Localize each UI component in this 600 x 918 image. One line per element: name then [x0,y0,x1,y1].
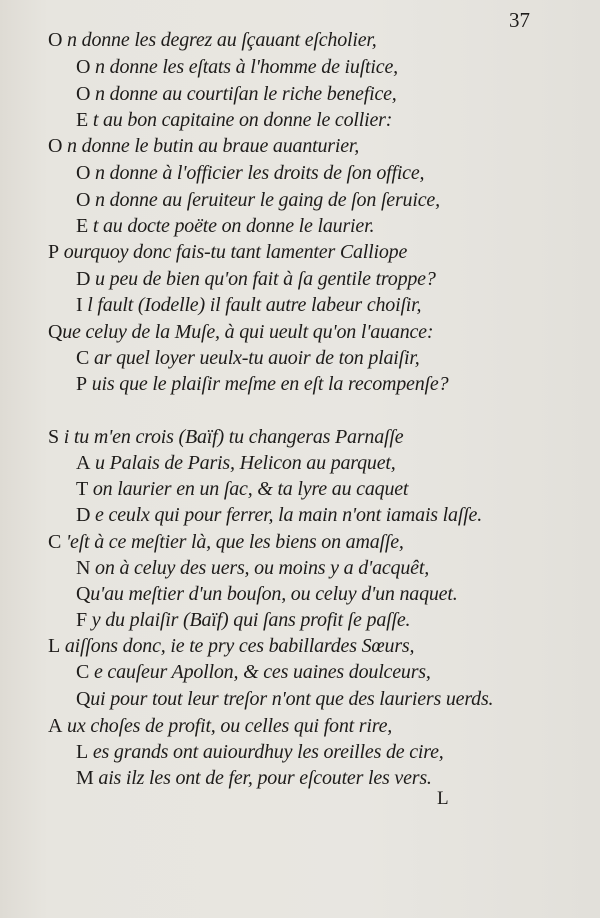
verse-text: uis que le plaiſir meſme en eſt la recompenſe? [86,373,449,395]
verse-text: aiſſons donc, ie te pry ces babillardes Sœurs, [60,635,415,657]
verse-initial: S [48,426,59,448]
verse-line [76,55,398,79]
verse-initial: O [48,135,63,157]
verse-line [76,740,444,764]
verse-line [76,503,482,527]
verse-text: n donne au courtiſan le riche benefice, [90,83,397,105]
verse-initial: A [48,715,63,737]
verse-text: u peu de bien qu'on fait à ſa gentile troppe? [90,268,436,290]
verse-line [48,134,359,158]
verse-line [76,293,421,317]
verse-initial: D [76,504,91,526]
verse-initial: M [76,767,94,789]
verse-line [76,188,440,212]
verse-line [76,766,432,790]
verse-text: es grands ont auiourdhuy les oreilles de cire, [88,741,444,763]
verse-text: u'au meſtier d'un bouſon, ou celuy d'un naquet. [90,583,458,605]
verse-text: 'eſt à ce meſtier là, que les biens on amaſſe, [61,531,404,553]
verse-line [76,372,448,396]
verse-line [48,320,433,344]
verse-text: u Palais de Paris, Helicon au parquet, [90,452,396,474]
verse-initial: F [76,609,87,631]
verse-initial: D [76,268,91,290]
verse-text: t au docte poëte on donne le laurier. [88,215,375,237]
verse-text: n donne les eſtats à l'homme de iuſtice, [90,56,398,78]
verse-text: e ceulx qui pour ferrer, la main n'ont iamais laſſe. [90,504,483,526]
verse-initial: Q [48,321,63,343]
verse-initial: P [48,241,59,263]
verse-initial: E [76,109,89,131]
page-number: 37 [509,8,530,32]
verse-text: l fault (Iodelle) il fault autre labeur choiſir, [82,294,422,316]
verse-initial: L [48,635,61,657]
verse-text: ux choſes de profit, ou celles qui font rire, [62,715,393,737]
verse-line [48,530,404,554]
verse-text: i tu m'en crois (Baïf) tu changeras Parnaſſe [58,426,404,448]
verse-initial: Q [76,583,91,605]
verse-line [76,660,431,684]
verse-text: y du plaiſir (Baïf) qui ſans profit ſe paſſe. [86,609,411,631]
verse-text: on laurier en un ſac, & ta lyre au caquet [88,478,409,500]
verse-line [76,556,429,580]
verse-initial: O [76,189,91,211]
verse-initial: I [76,294,83,316]
verse-line [48,425,403,449]
verse-line [76,687,493,711]
verse-line [76,267,436,291]
verse-text: n donne les degrez au ſçauant eſcholier, [62,29,377,51]
verse-initial: C [76,661,90,683]
verse-text: ourquoy donc fais-tu tant lamenter Calliope [58,241,408,263]
verse-text: t au bon capitaine on donne le collier: [88,109,393,131]
verse-text: n donne à l'officier les droits de ſon office, [90,162,425,184]
verse-initial: A [76,452,91,474]
verse-line [76,161,424,185]
verse-initial: T [76,478,89,500]
verse-initial: O [76,56,91,78]
verse-initial: P [76,373,87,395]
verse-text: n donne au ſeruiteur le gaing de ſon ſeruice, [90,189,440,211]
verse-text: ais ilz les ont de fer, pour eſcouter les vers. [93,767,432,789]
verse-initial: N [76,557,91,579]
verse-initial: L [76,741,89,763]
verse-line [48,714,392,738]
verse-line [76,451,396,475]
verse-line [48,634,414,658]
verse-line [48,28,377,52]
catchword: L [437,788,449,809]
verse-initial: O [48,29,63,51]
verse-initial: Q [76,688,91,710]
verse-text: on à celuy des uers, ou moins y a d'acquêt, [90,557,429,579]
verse-line [48,240,407,264]
verse-text: n donne le butin au braue auanturier, [62,135,360,157]
verse-line [76,346,420,370]
verse-text: ui pour tout leur treſor n'ont que des lauriers uerds. [90,688,494,710]
verse-initial: C [48,531,62,553]
verse-text: ue celuy de la Muſe, à qui ueult qu'on l'auance: [62,321,434,343]
verse-line [76,582,458,606]
verse-initial: O [76,162,91,184]
verse-text: e cauſeur Apollon, & ces uaines doulceurs, [89,661,431,683]
verse-initial: O [76,83,91,105]
verse-initial: E [76,215,89,237]
verse-line [76,608,410,632]
verse-line [76,108,392,132]
verse-initial: C [76,347,90,369]
verse-text: ar quel loyer ueulx-tu auoir de ton plaiſir, [89,347,420,369]
verse-line [76,82,397,106]
verse-line [76,214,374,238]
verse-line [76,477,408,501]
